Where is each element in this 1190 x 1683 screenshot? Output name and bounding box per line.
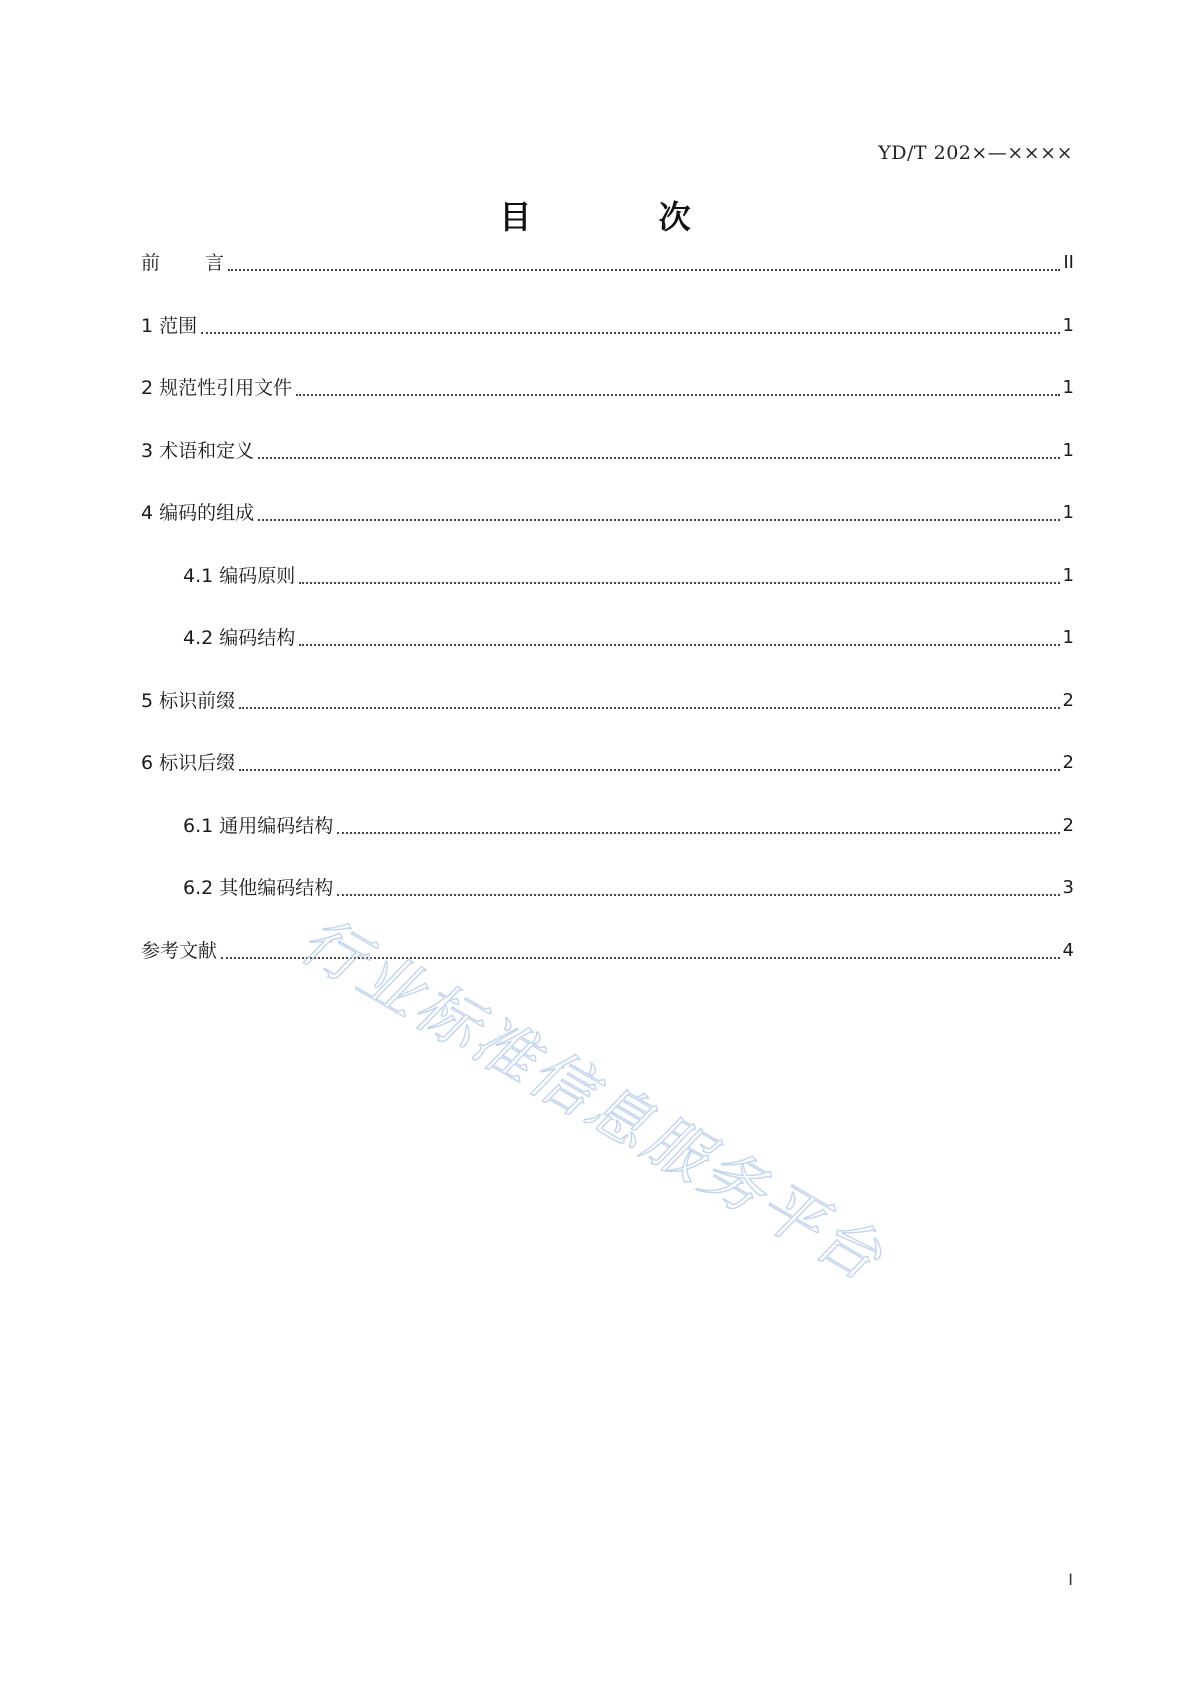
watermark: 行业标准信息服务平台 [288, 902, 897, 1296]
toc-entry-page: 1 [1062, 377, 1074, 398]
toc-entry-scope[interactable] [141, 315, 1074, 378]
toc-entry-label: 6 标识后缀 [141, 752, 236, 774]
toc-dot-leader [337, 815, 1059, 834]
toc-dot-leader [258, 502, 1059, 521]
toc-entry-page: 4 [1062, 939, 1074, 961]
toc-entry-label: 6.2 其他编码结构 [183, 877, 334, 899]
toc-entry-code-composition[interactable] [141, 502, 1074, 565]
toc-dot-leader [299, 627, 1059, 646]
toc-entry-page: 2 [1062, 752, 1074, 773]
toc-entry-page: 3 [1062, 877, 1074, 898]
toc-entry-label: 4.2 编码结构 [183, 627, 296, 649]
toc-dot-leader [201, 315, 1059, 334]
toc-entry-page: 1 [1062, 314, 1074, 336]
toc-dot-leader [296, 377, 1059, 396]
toc-entry-coding-principles[interactable] [141, 565, 1074, 628]
toc-entry-label: 前言 [141, 252, 270, 274]
toc-entry-page: 1 [1062, 502, 1074, 523]
toc-entry-normative-references[interactable] [141, 377, 1074, 440]
toc-entry-other-coding-structure[interactable] [141, 877, 1074, 940]
toc-dot-leader [221, 940, 1060, 959]
toc-entry-label: 6.1 通用编码结构 [183, 814, 334, 837]
toc-entry-label: 3 术语和定义 [141, 439, 255, 462]
toc-entry-label: 4 编码的组成 [141, 502, 255, 524]
toc-entry-label: 2 规范性引用文件 [141, 377, 293, 399]
toc-entry-page: II [1063, 252, 1074, 273]
document-code: YD/T 202×—×××× [878, 142, 1073, 164]
toc-entry-page: 2 [1062, 814, 1074, 836]
table-of-contents [141, 252, 1074, 1002]
toc-dot-leader [239, 752, 1059, 771]
toc-entry-general-coding-structure[interactable] [141, 815, 1074, 878]
toc-dot-leader [299, 565, 1059, 584]
toc-entry-page: 2 [1062, 689, 1074, 711]
toc-entry-identifier-prefix[interactable] [141, 690, 1074, 753]
toc-entry-bibliography[interactable] [141, 940, 1074, 1003]
toc-entry-foreword[interactable] [141, 252, 1074, 315]
toc-entry-label: 4.1 编码原则 [183, 564, 296, 587]
toc-entry-page: 1 [1062, 564, 1074, 586]
toc-dot-leader [337, 877, 1059, 896]
toc-dot-leader [239, 690, 1059, 709]
page-number: I [1068, 1570, 1073, 1589]
toc-entry-label: 参考文献 [141, 939, 218, 962]
toc-dot-leader [228, 252, 1060, 271]
toc-entry-page: 1 [1062, 439, 1074, 461]
toc-entry-coding-structure[interactable] [141, 627, 1074, 690]
toc-entry-page: 1 [1062, 627, 1074, 648]
toc-entry-label: 1 范围 [141, 314, 198, 337]
toc-title: 目 次 [499, 198, 749, 236]
toc-entry-terms[interactable] [141, 440, 1074, 503]
toc-entry-identifier-suffix[interactable] [141, 752, 1074, 815]
toc-dot-leader [258, 440, 1059, 459]
toc-entry-label: 5 标识前缀 [141, 689, 236, 712]
